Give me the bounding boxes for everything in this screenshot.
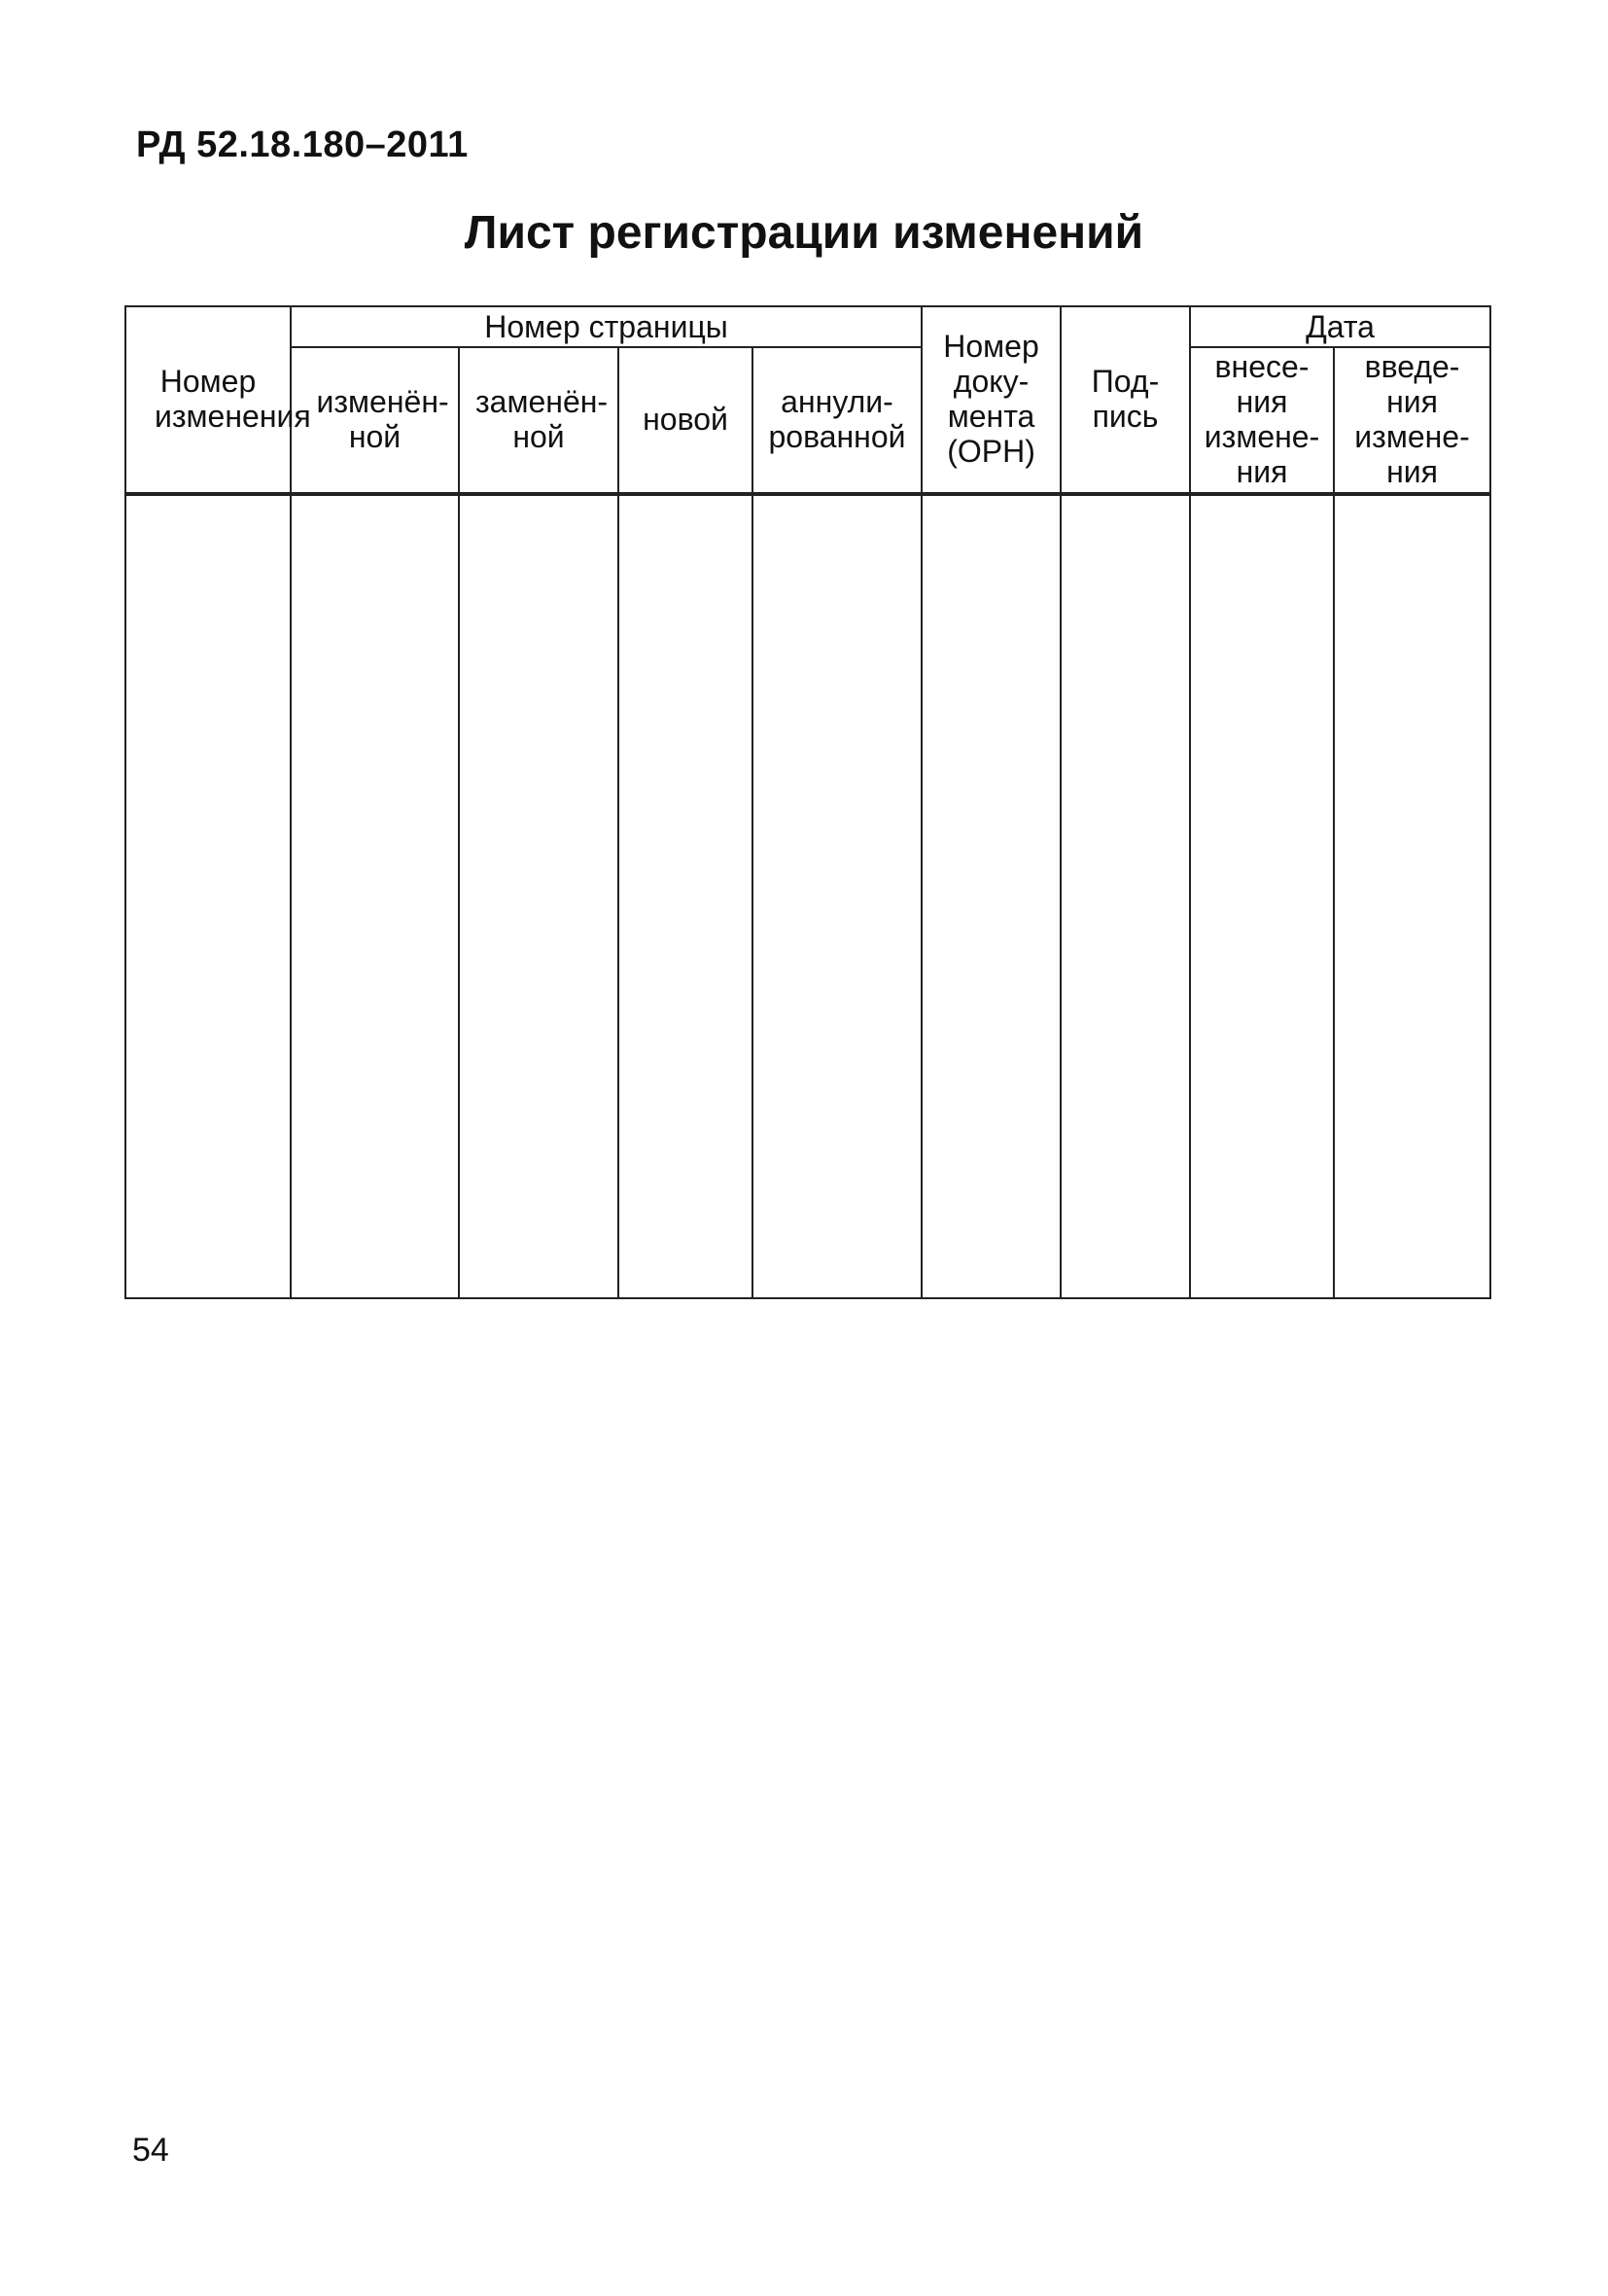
header-replaced (459, 347, 618, 494)
header-changed-label: изменён-ной (316, 384, 449, 454)
table-cell (922, 494, 1061, 1298)
table-cell (125, 494, 291, 1298)
header-replaced-label: заменён-ной (475, 384, 609, 454)
header-change-number (125, 306, 311, 494)
header-change-number-label: Номер изменения (155, 364, 311, 434)
header-cancelled (752, 347, 922, 494)
header-changed (291, 347, 459, 494)
header-document-number (922, 306, 1061, 494)
header-page-number-group: Номер страницы (291, 306, 922, 347)
header-document-number-label: Номер доку-мента (ОРН) (943, 329, 1039, 469)
table-row (125, 494, 1490, 1298)
table-cell (1061, 494, 1190, 1298)
table-cell (618, 494, 752, 1298)
header-signature (1061, 306, 1190, 494)
table-cell (291, 494, 459, 1298)
table-cell (1190, 494, 1334, 1298)
header-date-group: Дата (1190, 306, 1490, 347)
header-date-entry-label: внесе-ния измене-ния (1204, 349, 1320, 489)
table-cell (1334, 494, 1490, 1298)
header-cancelled-label: аннули-рованной (768, 384, 906, 454)
header-date-entry (1190, 347, 1334, 494)
table-cell (752, 494, 922, 1298)
document-code: РД 52.18.180–2011 (136, 124, 469, 165)
header-date-effective (1334, 347, 1490, 494)
page-number: 54 (132, 2132, 169, 2169)
page-title: Лист регистрации изменений (464, 207, 1144, 259)
table-cell (459, 494, 618, 1298)
header-signature-label: Под-пись (1091, 364, 1160, 434)
header-date-effective-label: введе-ния измене-ния (1354, 349, 1470, 489)
change-registration-table (124, 305, 1491, 1299)
header-new: новой (618, 347, 752, 494)
